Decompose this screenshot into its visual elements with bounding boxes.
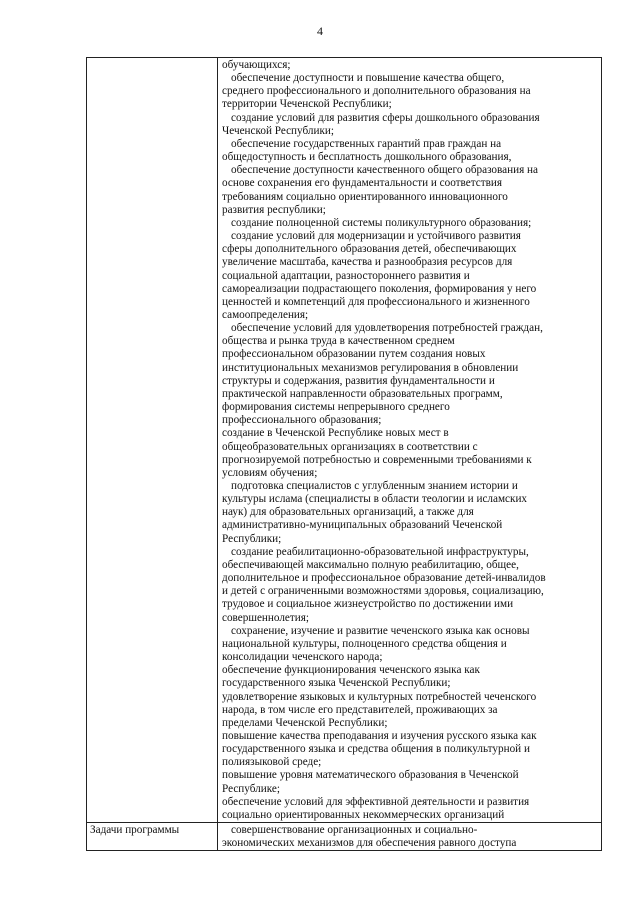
paragraph: создание условий для развития сферы дошкольного образования Чеченской Республики; <box>222 111 540 137</box>
paragraph: повышение уровня математического образования в Чеченской Республике; <box>222 769 519 795</box>
paragraph: создание в Чеченской Республике новых мест в общеобразовательных организациях в соответствии с прогнозируемой потребностью и современными требованиями к условиям обучения; <box>222 427 532 479</box>
table-row-goals <box>87 58 602 823</box>
table-row-tasks <box>87 823 602 851</box>
paragraph: создание условий для модернизации и устойчивого развития сферы дополнительного образования детей, обеспечивающих увеличение масштаба, качества и разнообразия ресурсов для социальной адаптации, разностороннего развития и самореализации подрастающего поколения, формирования у него ценностей и компетенций для профессионального и жизненного самоопределения; <box>222 230 537 321</box>
paragraph: удовлетворение языковых и культурных потребностей чеченского народа, в том числе его представителей, проживающих за пределами Чеченской Республики; <box>222 690 537 729</box>
paragraph: обеспечение доступности качественного общего образования на основе сохранения его фундаментальности и соответствия требованиям социально ориентированного инновационного развития республики; <box>222 164 538 216</box>
paragraph: обеспечение доступности и повышение качества общего, среднего профессионального и дополнительного образования на территории Чеченской Республики; <box>222 72 531 111</box>
goals-content-cell <box>218 58 602 823</box>
row-label-tasks: Задачи программы <box>90 824 180 837</box>
program-passport-table <box>86 57 602 851</box>
paragraph: обеспечение условий для эффективной деятельности и развития социально ориентированных некоммерческих организаций <box>222 795 530 821</box>
paragraph: создание реабилитационно-образовательной инфраструктуры, обеспечивающей максимально полную реабилитацию, общее, дополнительное и профессиональное образование детей-инвалидов и детей с ограниченными возможностями здоровья, социализацию, трудовое и социальное жизнеустройство по достижении ими совершеннолетия; <box>222 545 546 624</box>
row-label-cell <box>87 58 218 823</box>
paragraph: обеспечение функционирования чеченского языка как государственного языка Чеченской Республики; <box>222 664 480 690</box>
paragraph: обучающихся; <box>222 59 291 71</box>
paragraph: подготовка специалистов с углубленным знанием истории и культуры ислама (специалисты в области теологии и исламских наук) для образовательных организаций, а также для административно-муниципальных образований Чеченской Республики; <box>222 480 528 545</box>
row-label-cell <box>87 823 218 851</box>
paragraph: обеспечение условий для удовлетворения потребностей граждан, общества и рынка труда в качественном среднем профессиональном образовании путем создания новых институциональных механизмов регулирования в обновлении структуры и содержания, развития фундаментальности и практической направленности образовательных программ, формирования системы непрерывного среднего профессионального образования; <box>222 322 543 427</box>
tasks-content-cell <box>218 823 602 851</box>
paragraph: совершенствование организационных и социально- экономических механизмов для обеспечения равного доступа <box>222 824 517 850</box>
paragraph: сохранение, изучение и развитие чеченского языка как основы национальной культуры, полноценного средства общения и консолидации чеченского народа; <box>222 624 530 664</box>
paragraph: создание полноценной системы поликультурного образования; <box>231 216 532 229</box>
paragraph: повышение качества преподавания и изучения русского языка как государственного языка и средства общения в поликультурной и полиязыковой среде; <box>222 729 537 769</box>
paragraph: обеспечение государственных гарантий прав граждан на общедоступность и бесплатность дошкольного образования, <box>222 137 512 164</box>
page-number: 4 <box>317 24 323 38</box>
